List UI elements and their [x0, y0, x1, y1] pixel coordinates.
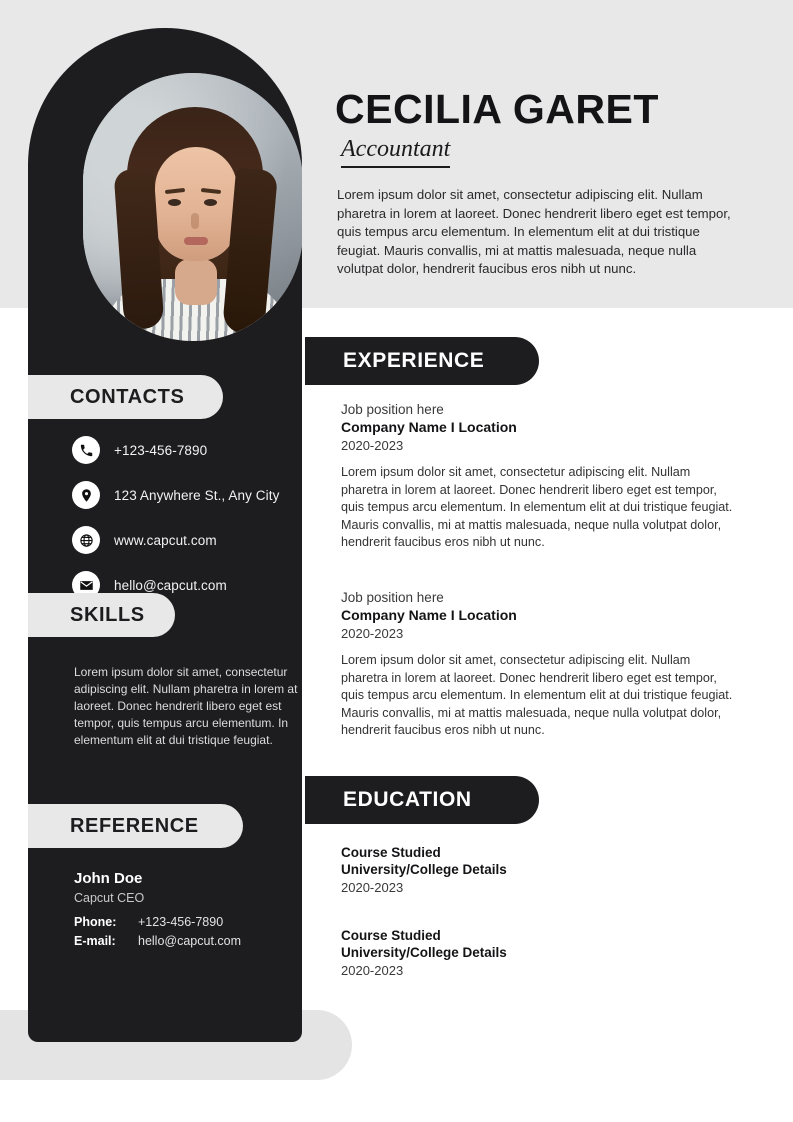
reference-phone-label: Phone:: [74, 915, 117, 929]
section-heading-experience: [305, 337, 539, 385]
avatar: [83, 73, 302, 341]
reference-role: Capcut CEO: [74, 891, 145, 905]
education-school: University/College Details: [341, 945, 507, 960]
education-years: 2020-2023: [341, 880, 404, 895]
education-entry-2: [341, 928, 733, 978]
contacts-list: [72, 436, 302, 616]
reference-title: REFERENCE: [70, 814, 199, 837]
photo-eye-right: [204, 199, 217, 206]
reference-block: [74, 870, 302, 953]
section-heading-skills: [28, 593, 175, 637]
contact-email-text: hello@capcut.com: [114, 577, 227, 593]
reference-phone-row: [74, 915, 302, 929]
location-pin-icon: [72, 481, 100, 509]
experience-description: Lorem ipsum dolor sit amet, consectetur adipiscing elit. Nullam pharetra in lorem at laoreet. Donec hendrerit libero eget est tempor, quis tempus arcu elementum. In elementum elit at dui tristique feugiat. Mauris convallis, mi at mattis malesuada, neque nulla volutpat dolor, hendrerit faucibus eros nibh ut nunc.: [341, 653, 733, 737]
contact-item-phone[interactable]: [72, 436, 302, 464]
reference-phone-value: +123-456-7890: [138, 915, 224, 929]
sidebar: [28, 28, 302, 1042]
experience-company: Company Name I Location: [341, 419, 517, 435]
reference-email-row: [74, 934, 302, 948]
education-course: Course Studied: [341, 845, 441, 860]
education-school: University/College Details: [341, 862, 507, 877]
experience-entry-2: [341, 590, 733, 740]
globe-icon: [72, 526, 100, 554]
job-title: Accountant: [341, 136, 450, 168]
contact-phone-text: +123-456-7890: [114, 442, 208, 458]
contact-address-text: 123 Anywhere St., Any City: [114, 487, 280, 503]
education-course: Course Studied: [341, 928, 441, 943]
experience-position: Job position here: [341, 402, 444, 417]
profile-summary: Lorem ipsum dolor sit amet, consectetur adipiscing elit. Nullam pharetra in lorem at laoreet. Donec hendrerit libero eget est tempor, quis tempus arcu elementum. In elementum elit at dui tristique feugiat. Mauris convallis, mi at mattis malesuada, neque nulla volutpat dolor, hendrerit faucibus eros nibh ut nunc.: [337, 187, 731, 276]
reference-email-label: E-mail:: [74, 934, 116, 948]
reference-email-value: hello@capcut.com: [138, 934, 242, 948]
photo-eye-left: [168, 199, 181, 206]
page-title: CECILIA GARET: [335, 86, 659, 132]
section-heading-contacts: [28, 375, 223, 419]
experience-entry-1: [341, 402, 733, 552]
photo-nose: [191, 213, 199, 229]
contact-item-website[interactable]: [72, 526, 302, 554]
education-title: EDUCATION: [343, 788, 472, 811]
experience-position: Job position here: [341, 590, 444, 605]
experience-title: EXPERIENCE: [343, 349, 485, 372]
education-years: 2020-2023: [341, 963, 404, 978]
contact-website-text: www.capcut.com: [114, 532, 217, 548]
phone-icon: [72, 436, 100, 464]
section-heading-education: [305, 776, 539, 824]
photo-mouth: [184, 237, 208, 245]
education-entry-1: [341, 845, 733, 895]
experience-company: Company Name I Location: [341, 607, 517, 623]
experience-years: 2020-2023: [341, 626, 404, 641]
section-heading-reference: [28, 804, 243, 848]
photo-neck: [175, 259, 217, 305]
experience-years: 2020-2023: [341, 438, 404, 453]
contact-item-address[interactable]: [72, 481, 302, 509]
experience-description: Lorem ipsum dolor sit amet, consectetur adipiscing elit. Nullam pharetra in lorem at laoreet. Donec hendrerit libero eget est tempor, quis tempus arcu elementum. In elementum elit at dui tristique feugiat. Mauris convallis, mi at mattis malesuada, neque nulla volutpat dolor, hendrerit faucibus eros nibh ut nunc.: [341, 465, 733, 549]
skills-body: Lorem ipsum dolor sit amet, consectetur adipiscing elit. Nullam pharetra in lorem at laoreet. Donec hendrerit libero eget est tempor, quis tempus arcu elementum. In elementum elit at dui tristique feugiat.: [74, 665, 298, 747]
skills-title: SKILLS: [70, 603, 145, 626]
reference-name: John Doe: [74, 870, 143, 887]
contacts-title: CONTACTS: [70, 385, 185, 408]
